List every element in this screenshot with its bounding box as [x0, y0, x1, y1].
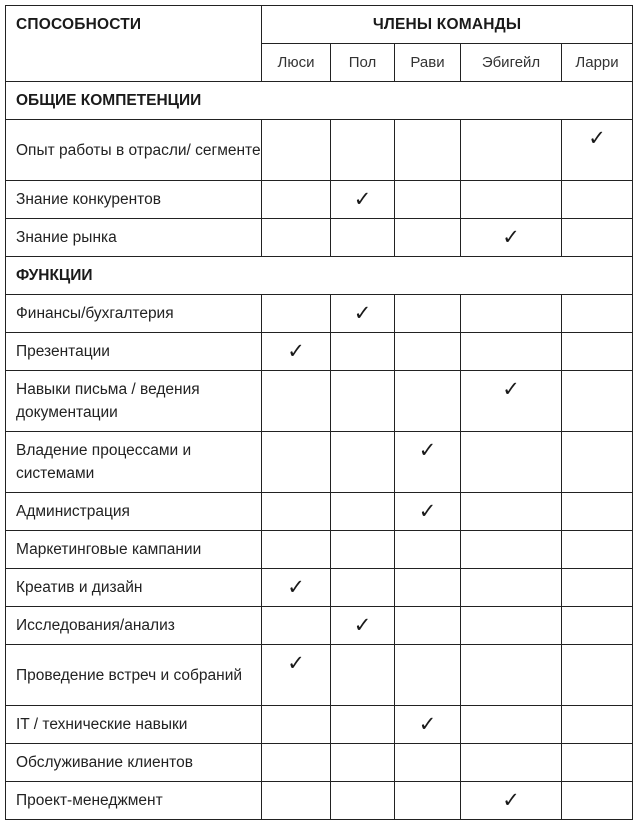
check-cell-ravi	[395, 782, 461, 820]
check-cell-ravi	[395, 181, 461, 219]
check-cell-larry	[562, 120, 633, 181]
check-cell-paul	[331, 706, 395, 744]
check-cell-abigail	[461, 607, 562, 645]
skill-label: Опыт работы в отрасли/ сегменте	[6, 120, 262, 181]
skill-label: Маркетинговые кампании	[6, 531, 262, 569]
check-cell-paul	[331, 493, 395, 531]
check-cell-larry	[562, 295, 633, 333]
check-cell-larry	[562, 219, 633, 257]
check-cell-lucy	[262, 493, 331, 531]
check-cell-paul	[331, 120, 395, 181]
skill-label: Проект-менеджмент	[6, 782, 262, 820]
checkmark-icon: ✓	[287, 576, 305, 599]
skill-label: Проведение встреч и собраний	[6, 645, 262, 706]
check-cell-lucy	[262, 219, 331, 257]
checkmark-icon: ✓	[418, 500, 437, 523]
skill-row	[6, 607, 633, 645]
skill-row	[6, 706, 633, 744]
checkmark-icon: ✓	[502, 378, 520, 401]
check-cell-abigail	[461, 531, 562, 569]
member-name-paul: Пол	[331, 44, 395, 82]
member-name-lucy: Люси	[262, 44, 331, 82]
check-cell-abigail	[461, 432, 562, 493]
check-cell-ravi	[395, 295, 461, 333]
check-cell-paul	[331, 181, 395, 219]
check-cell-paul	[331, 432, 395, 493]
checkmark-icon: ✓	[353, 188, 372, 211]
check-cell-lucy	[262, 371, 331, 432]
check-cell-abigail	[461, 744, 562, 782]
skills-matrix-table	[5, 5, 633, 820]
checkmark-icon: ✓	[418, 713, 437, 736]
abilities-header: СПОСОБНОСТИ	[6, 6, 262, 82]
check-cell-larry	[562, 607, 633, 645]
skill-row	[6, 432, 633, 493]
skill-label: Презентации	[6, 333, 262, 371]
check-cell-lucy	[262, 782, 331, 820]
check-cell-paul	[331, 295, 395, 333]
skill-row	[6, 219, 633, 257]
skill-label: Креатив и дизайн	[6, 569, 262, 607]
check-cell-lucy	[262, 569, 331, 607]
skill-label: Владение процессами и системами	[6, 432, 262, 493]
check-cell-ravi	[395, 607, 461, 645]
check-cell-larry	[562, 181, 633, 219]
check-cell-ravi	[395, 371, 461, 432]
checkmark-icon: ✓	[502, 789, 520, 812]
section-title: ФУНКЦИИ	[6, 257, 633, 295]
skill-row	[6, 569, 633, 607]
skill-label: Администрация	[6, 493, 262, 531]
skill-label: IT / технические навыки	[6, 706, 262, 744]
check-cell-ravi	[395, 569, 461, 607]
check-cell-larry	[562, 744, 633, 782]
checkmark-icon: ✓	[353, 614, 372, 637]
check-cell-lucy	[262, 706, 331, 744]
check-cell-paul	[331, 531, 395, 569]
check-cell-abigail	[461, 181, 562, 219]
check-cell-larry	[562, 432, 633, 493]
check-cell-ravi	[395, 744, 461, 782]
check-cell-lucy	[262, 333, 331, 371]
check-cell-larry	[562, 569, 633, 607]
check-cell-lucy	[262, 645, 331, 706]
skill-row	[6, 493, 633, 531]
check-cell-paul	[331, 607, 395, 645]
skill-row	[6, 120, 633, 181]
check-cell-larry	[562, 782, 633, 820]
check-cell-lucy	[262, 295, 331, 333]
check-cell-abigail	[461, 706, 562, 744]
skill-row	[6, 744, 633, 782]
checkmark-icon: ✓	[353, 302, 372, 325]
check-cell-abigail	[461, 645, 562, 706]
check-cell-larry	[562, 706, 633, 744]
check-cell-abigail	[461, 219, 562, 257]
check-cell-paul	[331, 645, 395, 706]
skill-label: Знание конкурентов	[6, 181, 262, 219]
check-cell-ravi	[395, 493, 461, 531]
check-cell-ravi	[395, 432, 461, 493]
check-cell-ravi	[395, 645, 461, 706]
skill-row	[6, 181, 633, 219]
section-row	[6, 257, 633, 295]
skill-label: Навыки письма / ведения документации	[6, 371, 262, 432]
check-cell-lucy	[262, 432, 331, 493]
check-cell-abigail	[461, 333, 562, 371]
check-cell-abigail	[461, 120, 562, 181]
skill-row	[6, 295, 633, 333]
checkmark-icon: ✓	[502, 226, 520, 249]
check-cell-larry	[562, 333, 633, 371]
checkmark-icon: ✓	[287, 652, 305, 675]
skill-label: Обслуживание клиентов	[6, 744, 262, 782]
skill-label: Исследования/анализ	[6, 607, 262, 645]
check-cell-paul	[331, 744, 395, 782]
matrix-body	[6, 82, 633, 820]
skill-row	[6, 531, 633, 569]
check-cell-lucy	[262, 531, 331, 569]
check-cell-paul	[331, 371, 395, 432]
check-cell-larry	[562, 371, 633, 432]
skill-label: Финансы/бухгалтерия	[6, 295, 262, 333]
member-name-larry: Ларри	[562, 44, 633, 82]
member-name-abigail: Эбигейл	[461, 44, 562, 82]
check-cell-ravi	[395, 706, 461, 744]
header-row	[6, 6, 633, 44]
check-cell-lucy	[262, 607, 331, 645]
check-cell-ravi	[395, 219, 461, 257]
check-cell-ravi	[395, 333, 461, 371]
check-cell-paul	[331, 569, 395, 607]
team-members-header: ЧЛЕНЫ КОМАНДЫ	[262, 6, 633, 44]
skill-row	[6, 645, 633, 706]
check-cell-abigail	[461, 371, 562, 432]
check-cell-larry	[562, 645, 633, 706]
check-cell-abigail	[461, 569, 562, 607]
check-cell-paul	[331, 782, 395, 820]
section-row	[6, 82, 633, 120]
section-title: ОБЩИЕ КОМПЕТЕНЦИИ	[6, 82, 633, 120]
check-cell-abigail	[461, 782, 562, 820]
checkmark-icon: ✓	[287, 340, 305, 363]
check-cell-abigail	[461, 295, 562, 333]
check-cell-lucy	[262, 120, 331, 181]
check-cell-paul	[331, 219, 395, 257]
check-cell-lucy	[262, 181, 331, 219]
skill-row	[6, 371, 633, 432]
checkmark-icon: ✓	[418, 439, 437, 462]
check-cell-ravi	[395, 120, 461, 181]
check-cell-ravi	[395, 531, 461, 569]
skill-row	[6, 782, 633, 820]
check-cell-larry	[562, 531, 633, 569]
check-cell-paul	[331, 333, 395, 371]
skill-label: Знание рынка	[6, 219, 262, 257]
skill-row	[6, 333, 633, 371]
check-cell-abigail	[461, 493, 562, 531]
check-cell-larry	[562, 493, 633, 531]
check-cell-lucy	[262, 744, 331, 782]
checkmark-icon: ✓	[588, 127, 606, 150]
member-name-ravi: Рави	[395, 44, 461, 82]
